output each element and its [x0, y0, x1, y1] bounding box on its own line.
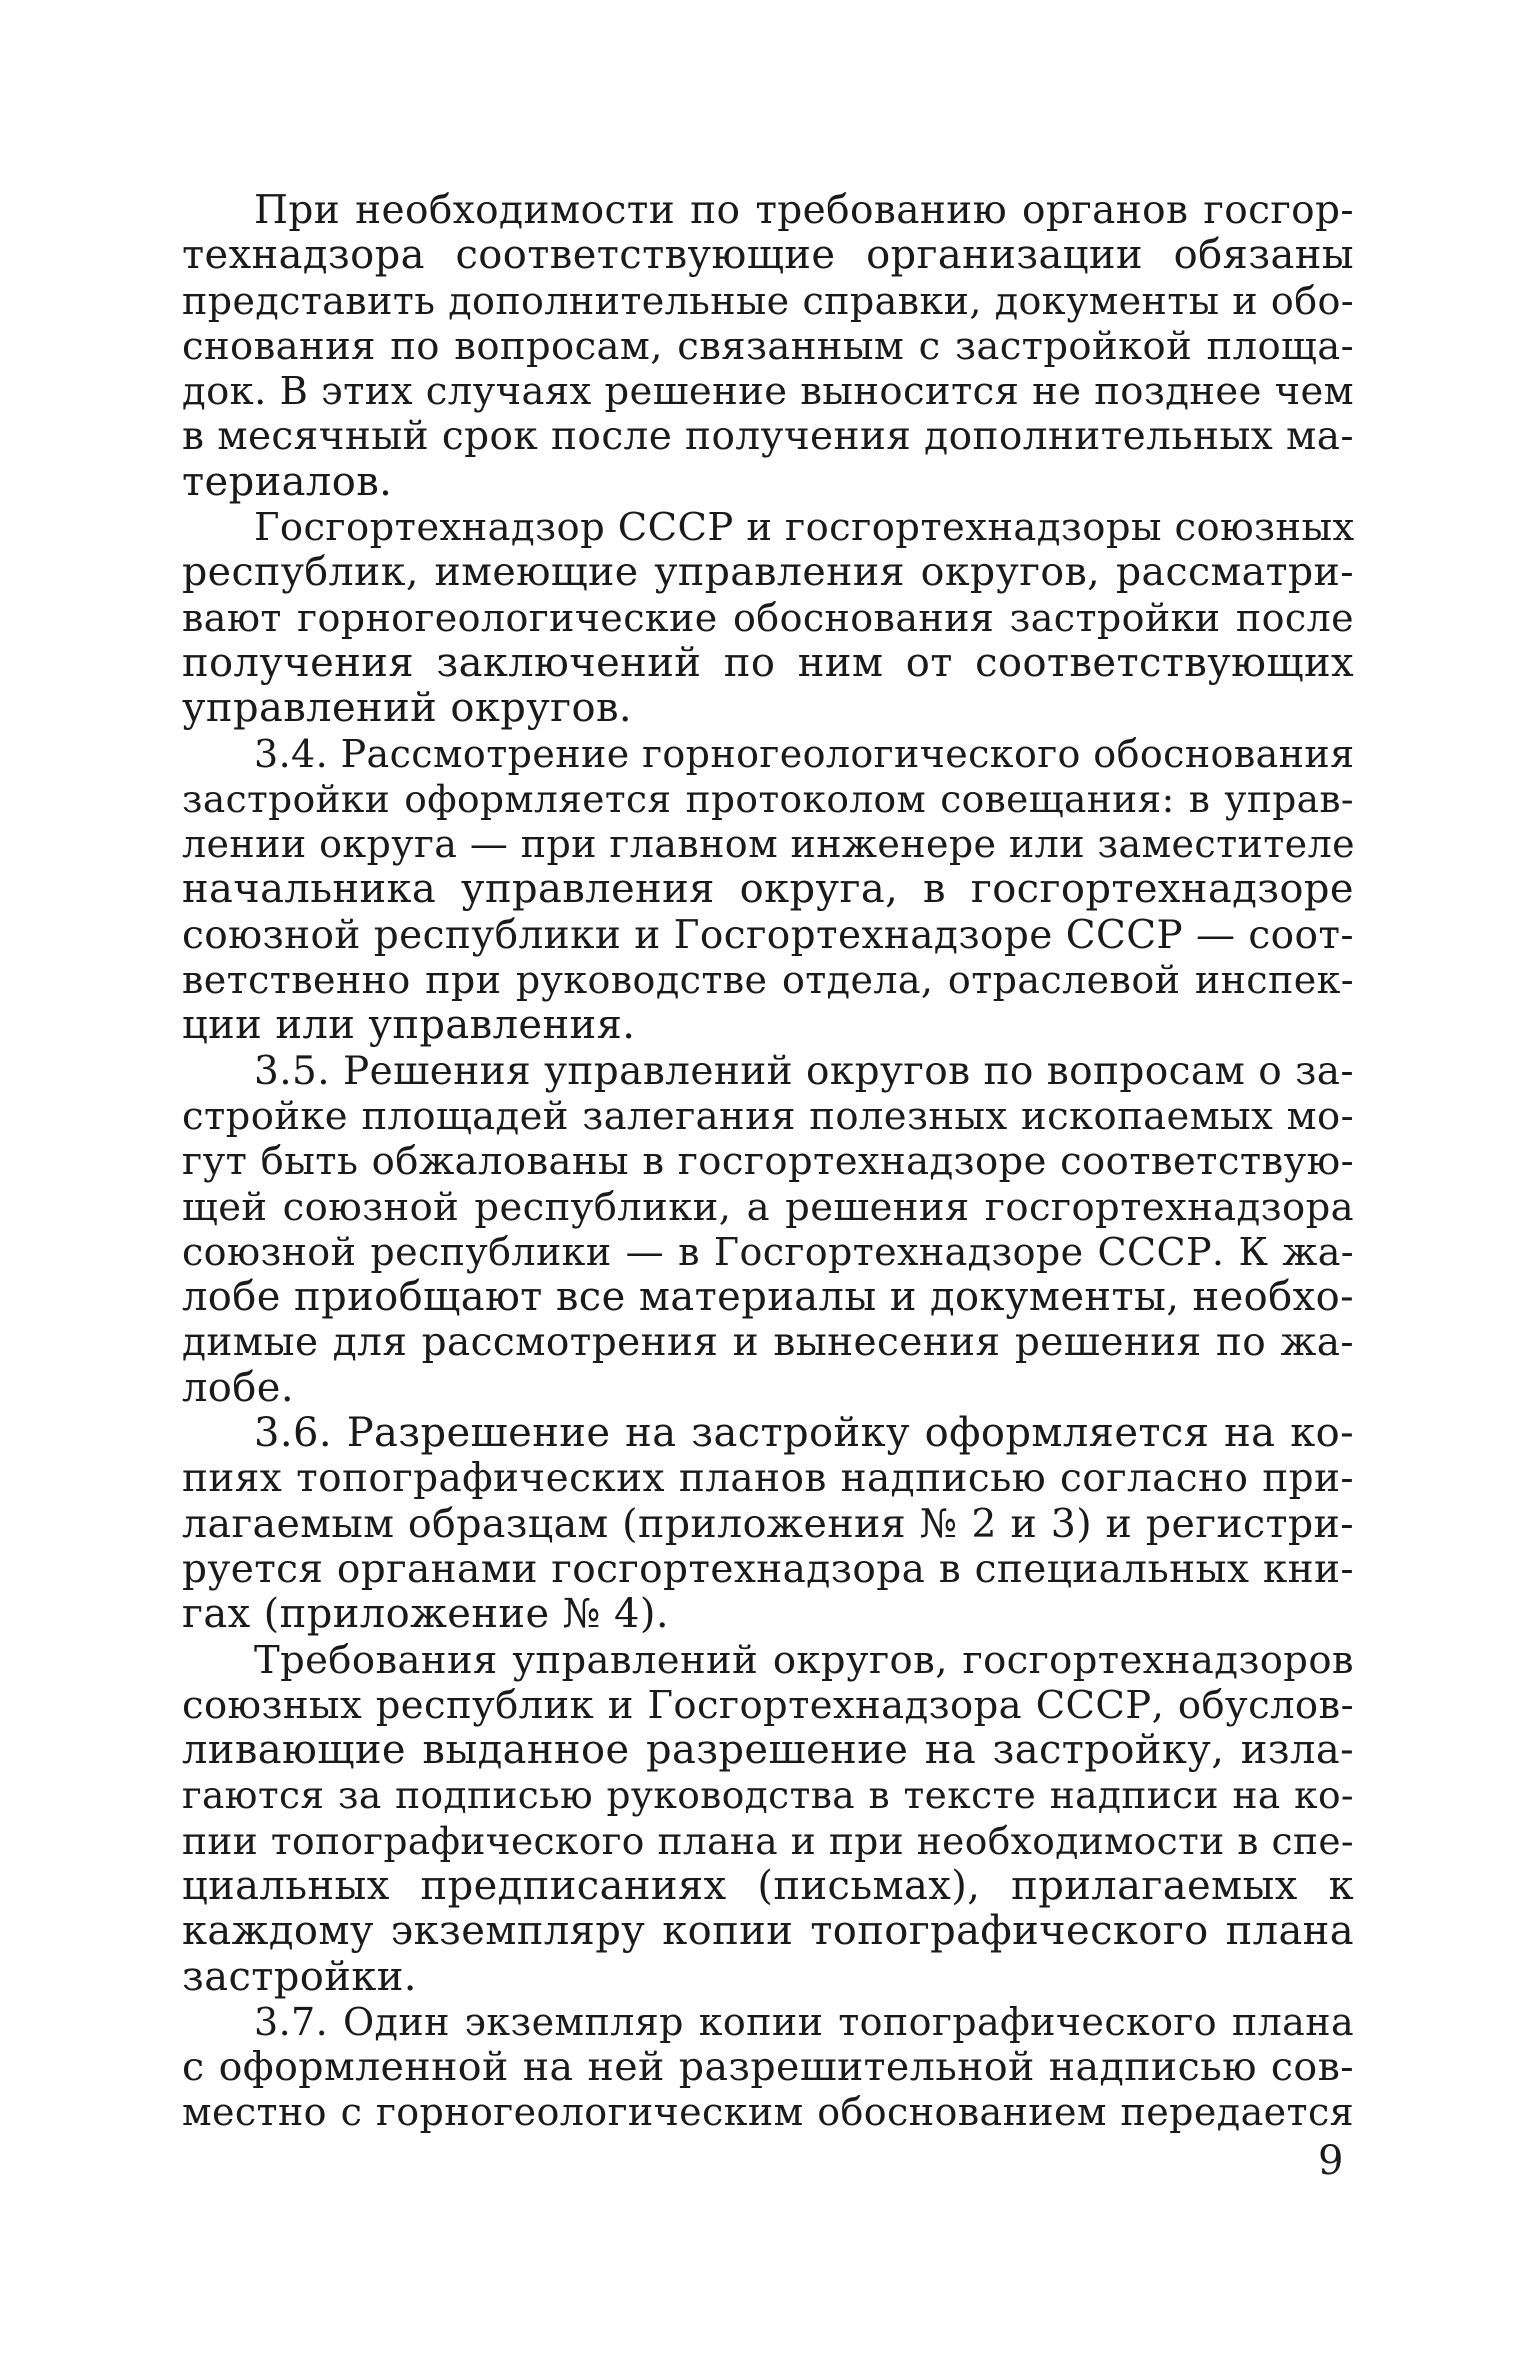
- text-line: Требования управлений округов, госгортехнадзоров: [254, 1637, 1354, 1683]
- text-line: ливающие выданное разрешение на застройку, изла-: [182, 1727, 1354, 1774]
- text-line: союзной республики и Госгортехнадзоре СССР — соот-: [182, 912, 1354, 958]
- text-line: пии топографического плана и при необходимости в спе-: [182, 1818, 1354, 1863]
- text-line: док. В этих случаях решение выносится не позднее чем: [182, 369, 1354, 415]
- text-line: союзных республик и Госгортехнадзора СССР, обуслов-: [182, 1682, 1354, 1728]
- text-line: стройке площадей залегания полезных ископаемых мо-: [182, 1093, 1354, 1139]
- text-line: республик, имеющие управления округов, рассматри-: [182, 549, 1354, 596]
- text-line: застройки оформляется протоколом совещания: в управ-: [182, 776, 1354, 821]
- text-line: в месячный срок после получения дополнительных ма-: [182, 414, 1354, 460]
- text-line: местно с горногеологическим обоснованием передается: [182, 2090, 1354, 2135]
- body-text: [182, 188, 1354, 2136]
- section-3-4-line: 3.4. Рассмотрение горногеологического обоснования: [254, 731, 1355, 776]
- text-line: с оформленной на ней разрешительной надписью сов-: [182, 2044, 1354, 2091]
- text-line: лобе приобщают все материалы и документы, необхо-: [182, 1274, 1354, 1321]
- text-line: пиях топографических планов надписью согласно при-: [182, 1456, 1354, 1502]
- section-3-7-line: 3.7. Один экземпляр копии топографического плана: [254, 1999, 1354, 2044]
- section-3-5-line: 3.5. Решения управлений округов по вопросам о за-: [254, 1048, 1354, 1094]
- text-line: начальника управления округа, в госгортехнадзоре: [182, 866, 1354, 913]
- text-line: ветственно при руководстве отдела, отраслевой инспек-: [182, 958, 1354, 1003]
- text-line: вают горногеологические обоснования застройки после: [182, 595, 1354, 640]
- text-line: гаются за подписью руководства в тексте надписи на ко-: [182, 1773, 1354, 1818]
- text-line: лении округа — при главном инженере или заместителе: [182, 822, 1355, 867]
- section-3-6-line: 3.6. Разрешение на застройку оформляется на ко-: [254, 1410, 1354, 1457]
- text-line: димые для рассмотрения и вынесения решения по жа-: [182, 1320, 1354, 1366]
- text-line: лобе.: [182, 1364, 294, 1411]
- text-line: Госгортехнадзор СССР и госгортехнадзоры союзных: [254, 505, 1355, 551]
- text-line: представить дополнительные справки, документы и обо-: [182, 278, 1354, 323]
- text-line: получения заключений по ним от соответствующих: [182, 639, 1354, 686]
- text-line: лагаемым образцам (приложения № 2 и 3) и регистри-: [182, 1500, 1354, 1547]
- text-line: застройки.: [182, 1953, 417, 2000]
- text-line: циальных предписаниях (письмах), прилагаемых к: [182, 1862, 1354, 1909]
- text-line: щей союзной республики, а решения госгортехнадзора: [182, 1184, 1354, 1230]
- text-line: каждому экземпляру копии топографического плана: [182, 1908, 1354, 1955]
- text-line: гах (приложение № 4).: [182, 1591, 670, 1638]
- text-line: руется органами госгортехнадзора в специальных кни-: [182, 1546, 1354, 1592]
- text-line: ции или управления.: [182, 1002, 636, 1049]
- page-number: 9: [1318, 2138, 1344, 2184]
- text-line: снования по вопросам, связанным с застройкой площа-: [182, 323, 1354, 369]
- text-line: При необходимости по требованию органов госгор-: [254, 188, 1354, 233]
- text-line: гут быть обжалованы в госгортехнадзоре соответствую-: [182, 1139, 1354, 1185]
- text-line: технадзора соответствующие организации обязаны: [182, 232, 1354, 279]
- text-line: управлений округов.: [182, 685, 633, 732]
- text-line: союзной республики — в Госгортехнадзоре СССР. К жа-: [182, 1229, 1354, 1274]
- text-line: териалов.: [182, 458, 393, 505]
